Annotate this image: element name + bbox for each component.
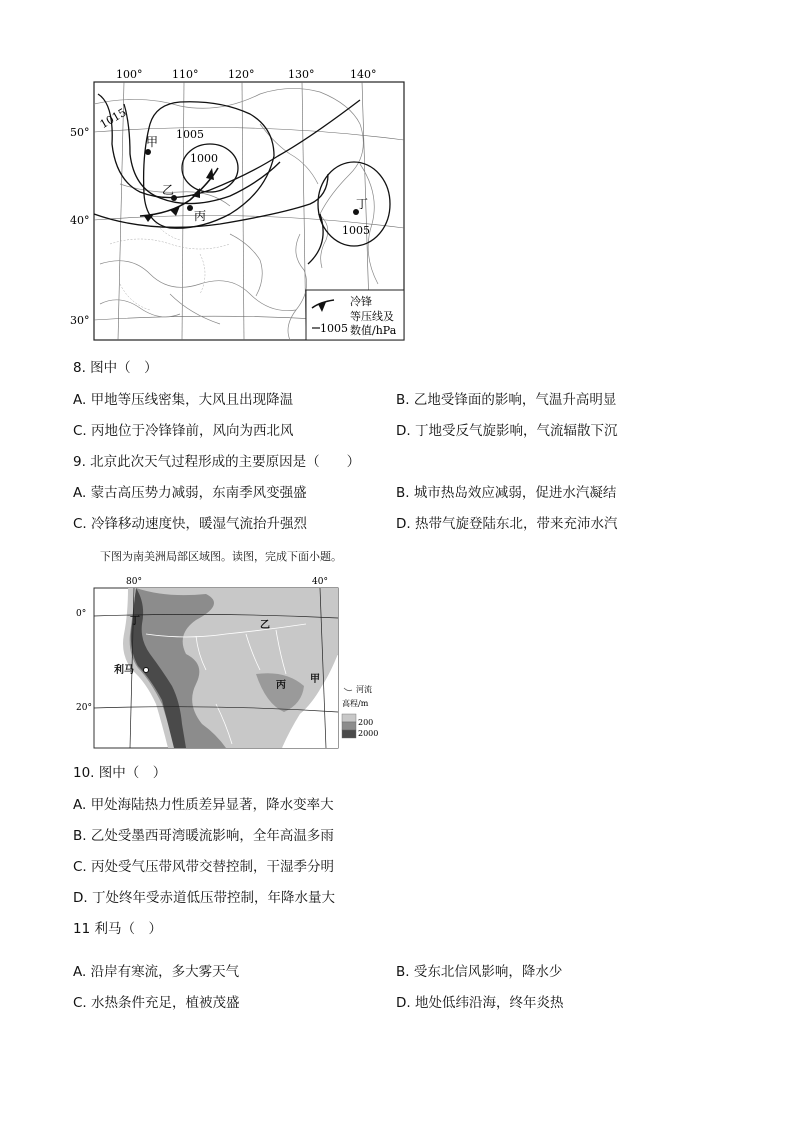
point-bing-dot bbox=[187, 205, 193, 211]
legend-river-label: 河流 bbox=[356, 685, 372, 694]
q9-option-c: C. 冷锋移动速度快，暖湿气流抬升强烈 bbox=[73, 516, 308, 532]
lon-label-140: 140° bbox=[350, 68, 377, 81]
q11-option-c: C. 水热条件充足，植被茂盛 bbox=[73, 995, 240, 1011]
q11-option-a: A. 沿岸有寒流，多大雾天气 bbox=[73, 964, 240, 980]
legend-river-icon bbox=[344, 688, 352, 691]
isobar-label-1015: 1015 bbox=[97, 105, 129, 132]
lima-label: 利马 bbox=[114, 665, 134, 676]
q10-option-a: A. 甲处海陆热力性质差异显著，降水变率大 bbox=[73, 797, 334, 813]
point-yi-sa: 乙 bbox=[260, 620, 270, 631]
q9-option-d: D. 热带气旋登陆东北，带来充沛水汽 bbox=[396, 516, 618, 532]
legend-front-label: 冷锋 bbox=[350, 295, 372, 308]
point-ding-label: 丁 bbox=[356, 197, 369, 211]
legend-elevation-title: 高程/m bbox=[342, 699, 369, 708]
isobar-label-1005-east: 1005 bbox=[342, 224, 370, 237]
q9-stem: 9. 北京此次天气过程形成的主要原因是（ ） bbox=[73, 454, 361, 470]
q9-option-b: B. 城市热岛效应减弱，促进水汽凝结 bbox=[396, 485, 617, 501]
q8-option-d: D. 丁地受反气旋影响，气流辐散下沉 bbox=[396, 423, 618, 439]
q11-stem: 11 利马（ ） bbox=[73, 921, 162, 937]
lon-label-80: 80° bbox=[126, 577, 142, 587]
lat-label-50: 50° bbox=[70, 126, 90, 139]
legend-isobar-sample: 1005 bbox=[320, 322, 348, 335]
q10-option-d: D. 丁处终年受赤道低压带控制，年降水量大 bbox=[73, 890, 335, 906]
lon-label-40: 40° bbox=[312, 577, 328, 587]
legend-swatch-dark bbox=[342, 730, 356, 738]
q8-option-b: B. 乙地受锋面的影响，气温升高明显 bbox=[396, 392, 617, 408]
q11-option-d: D. 地处低纬沿海，终年炎热 bbox=[396, 995, 564, 1011]
q11-option-b: B. 受东北信风影响，降水少 bbox=[396, 964, 563, 980]
isobar-label-1005: 1005 bbox=[176, 128, 204, 141]
point-bing-sa: 丙 bbox=[276, 680, 286, 691]
lima-dot bbox=[144, 668, 149, 673]
lat-label-30: 30° bbox=[70, 314, 90, 327]
q10-option-c: C. 丙处受气压带风带交替控制，干湿季分明 bbox=[73, 859, 335, 875]
lat-label-0: 0° bbox=[76, 609, 87, 619]
point-jia-label: 甲 bbox=[146, 135, 159, 149]
south-america-map bbox=[76, 574, 388, 750]
legend-level-200: 200 bbox=[358, 718, 374, 727]
legend-swatch-light bbox=[342, 714, 356, 722]
q8-option-a: A. 甲地等压线密集，大风且出现降温 bbox=[73, 392, 294, 408]
point-yi-label: 乙 bbox=[162, 183, 175, 197]
q8-option-c: C. 丙地位于冷锋锋前，风向为西北风 bbox=[73, 423, 294, 439]
legend-isobar-label-2: 数值/hPa bbox=[350, 324, 397, 337]
q10-stem: 10. 图中（ ） bbox=[73, 765, 167, 781]
q8-stem: 8. 图中（ ） bbox=[73, 360, 158, 376]
legend-isobar-label-1: 等压线及 bbox=[350, 310, 394, 323]
lon-label-120: 120° bbox=[228, 68, 255, 81]
lat-label-40: 40° bbox=[70, 214, 90, 227]
lon-label-100: 100° bbox=[116, 68, 143, 81]
isobar-label-1000: 1000 bbox=[190, 152, 218, 165]
section-intro: 下图为南美洲局部区域图。读图，完成下面小题。 bbox=[100, 550, 342, 563]
point-bing-label: 丙 bbox=[194, 209, 207, 223]
point-jia-sa: 甲 bbox=[310, 674, 320, 685]
legend-level-2000: 2000 bbox=[358, 729, 379, 738]
point-ding-sa: 丁 bbox=[130, 616, 140, 627]
point-jia-dot bbox=[145, 149, 151, 155]
q9-option-a: A. 蒙古高压势力减弱，东南季风变强盛 bbox=[73, 485, 307, 501]
q10-option-b: B. 乙处受墨西哥湾暖流影响，全年高温多雨 bbox=[73, 828, 334, 844]
legend-swatch-mid bbox=[342, 722, 356, 730]
lat-label-20: 20° bbox=[76, 703, 92, 713]
lon-label-130: 130° bbox=[288, 68, 315, 81]
weather-map bbox=[60, 64, 410, 344]
lon-label-110: 110° bbox=[172, 68, 199, 81]
